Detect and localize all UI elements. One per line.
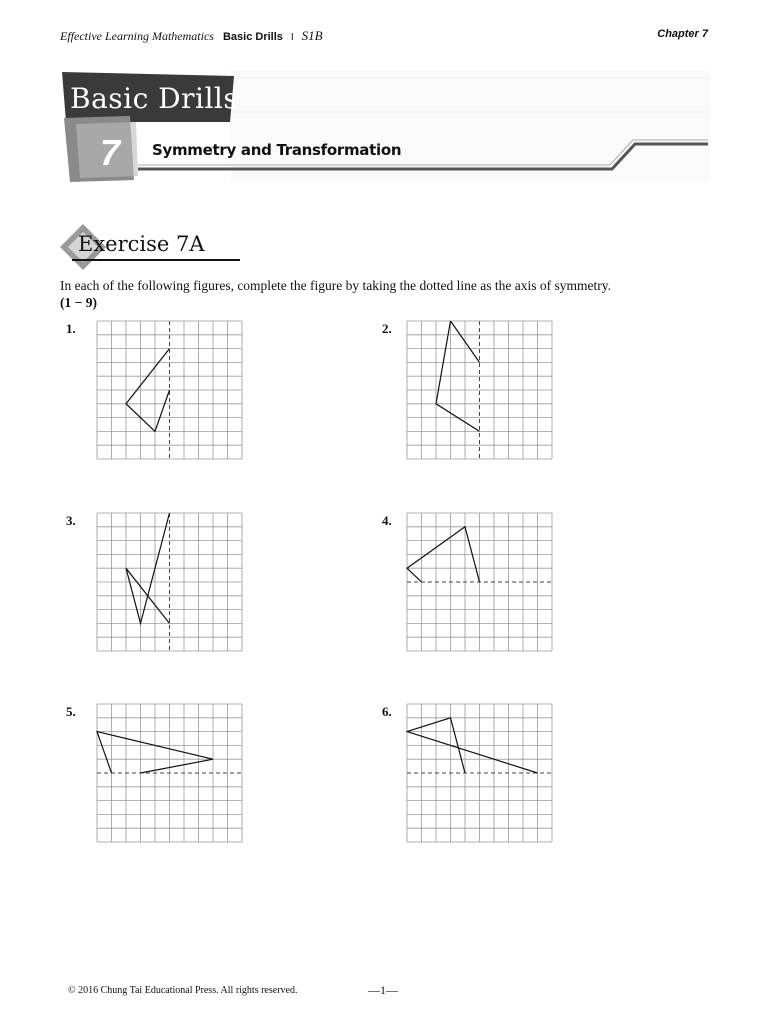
instruction-text: In each of the following figures, complete the figure by taking the dotted line as the axis of symmetry.: [60, 278, 611, 293]
banner-title: Basic Drills: [70, 82, 239, 115]
figure-4-grid: [406, 512, 554, 654]
header-left: [60, 28, 323, 44]
header-separator: I: [290, 32, 294, 43]
figure-1-grid: [96, 320, 244, 462]
chapter-label: Chapter 7: [657, 28, 708, 40]
figure-6-label: 6.: [382, 704, 392, 719]
figure-1-label: 1.: [66, 321, 76, 336]
figure-2-grid: [406, 320, 554, 462]
figure-3-label: 3.: [66, 513, 76, 528]
book-title: Effective Learning Mathematics: [60, 29, 214, 43]
figure-3-grid: [96, 512, 244, 654]
figure-2-label: 2.: [382, 321, 392, 336]
page-number: —1—: [368, 983, 398, 997]
copyright-notice: © 2016 Chung Tai Educational Press. All rights reserved.: [68, 985, 298, 996]
page-header: [60, 28, 708, 46]
chapter-number: 7: [99, 132, 121, 173]
section-name: Basic Drills: [222, 31, 283, 43]
instructions: [60, 277, 710, 311]
figure-4-label: 4.: [382, 513, 392, 528]
figure-5-grid: [96, 703, 244, 845]
exercise-underline: [72, 259, 240, 261]
figure-6-grid: [406, 703, 554, 845]
exercise-title: Exercise 7A: [78, 232, 205, 256]
question-range: (1 − 9): [60, 295, 97, 310]
level-label: S1B: [301, 28, 323, 43]
figure-5-label: 5.: [66, 704, 76, 719]
chapter-title: Symmetry and Transformation: [152, 141, 402, 159]
